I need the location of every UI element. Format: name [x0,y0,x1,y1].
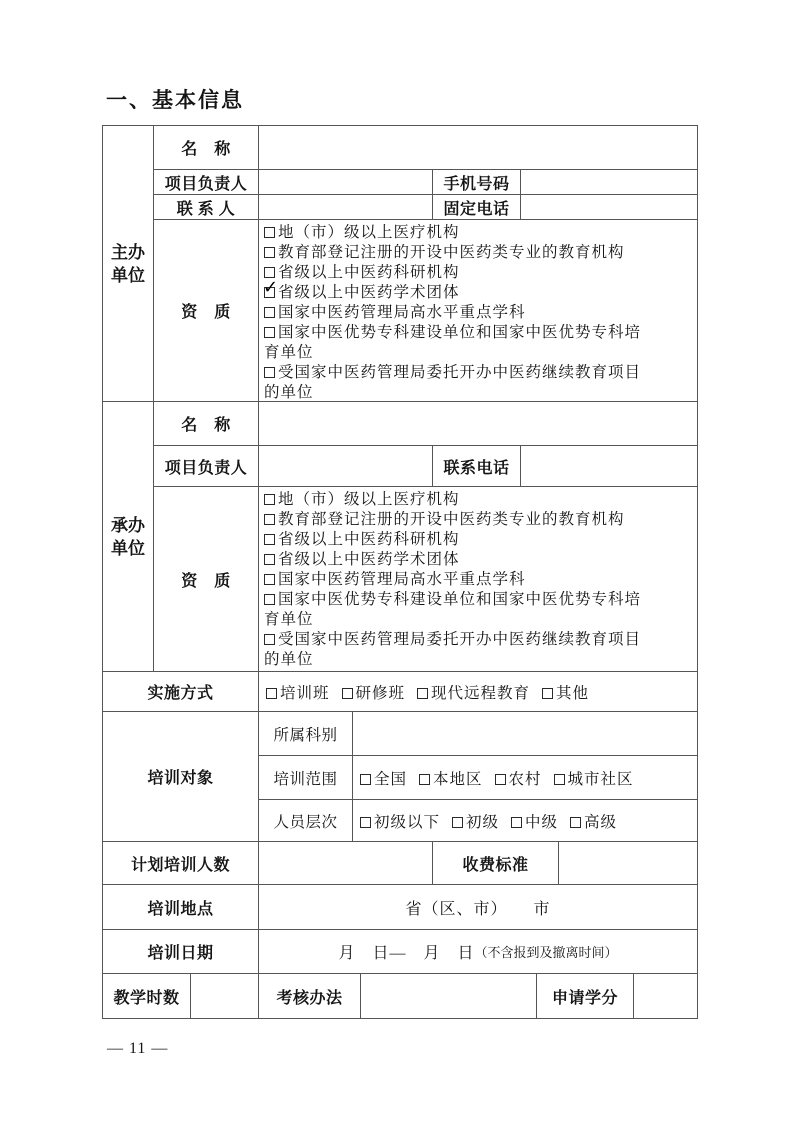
unchecked-checkbox-icon[interactable] [264,554,275,565]
unchecked-checkbox-icon[interactable] [264,534,275,545]
level-options [353,800,698,842]
unchecked-checkbox-icon[interactable] [419,774,430,785]
option-label: 省级以上中医药学术团体 [278,551,460,568]
organizer-name-label: 名 称 [154,126,259,170]
level-label: 人员层次 [259,800,353,842]
option-label: 农村 [508,770,542,788]
option-label: 城市社区 [567,770,634,788]
option-label: 中级 [525,813,559,831]
unchecked-checkbox-icon[interactable] [264,594,275,605]
unchecked-checkbox-icon[interactable] [495,774,506,785]
organizer-group-label-line1: 主办 [111,242,145,262]
undertaker-phone-value [521,446,698,487]
unchecked-checkbox-icon[interactable] [570,817,581,828]
checkbox-option [495,767,542,789]
undertaker-group-label [103,402,154,672]
organizer-group-label-line2: 单位 [111,265,145,285]
assessment-method-value [361,974,537,1019]
fee-standard-value [559,842,698,885]
implementation-row [103,672,698,712]
organizer-mobile-value [521,170,698,195]
option-label: 全国 [374,770,408,788]
teaching-hours-value [191,974,259,1019]
checked-checkbox-icon[interactable] [264,287,275,298]
assessment-row [103,974,698,1019]
option-label: 的单位 [264,651,314,668]
checkbox-option [264,283,693,303]
checkbox-option [554,767,634,789]
checkbox-option [511,810,558,832]
unchecked-checkbox-icon[interactable] [360,817,371,828]
option-label: 国家中医优势专科建设单位和国家中医优势专科培 [278,324,642,341]
date-value [259,930,698,974]
planned-count-value [259,842,433,885]
date-note: （不含报到及撤离时间） [474,945,618,960]
training-target-group-label: 培训对象 [103,712,259,842]
unchecked-checkbox-icon[interactable] [264,514,275,525]
page-number: — 11 — [107,1040,169,1057]
option-label: 高级 [584,813,618,831]
implementation-options [259,672,698,712]
organizer-landline-label: 固定电话 [433,195,521,220]
unchecked-checkbox-icon[interactable] [264,494,275,505]
checkbox-option [360,810,440,832]
date-row [103,930,698,974]
checkbox-option [264,243,693,263]
organizer-contact-value [259,195,433,220]
undertaker-group-label-line2: 单位 [111,538,145,558]
option-label: 育单位 [264,344,314,361]
option-label: 教育部登记注册的开设中医药类专业的教育机构 [278,511,625,528]
organizer-contact-label: 联 系 人 [154,195,259,220]
planned-count-row [103,842,698,885]
option-label: 初级 [466,813,500,831]
checkbox-option [264,490,693,510]
section-title: 一、基本信息 [106,89,244,112]
unchecked-checkbox-icon[interactable] [264,574,275,585]
checkbox-option [542,681,589,703]
option-label: 省级以上中医药科研机构 [278,531,460,548]
organizer-group-label [103,126,154,402]
checkbox-option [264,223,693,243]
organizer-leader-value [259,170,433,195]
option-label: 国家中医药管理局高水平重点学科 [278,304,526,321]
checkbox-option [264,263,693,283]
unchecked-checkbox-icon[interactable] [554,774,565,785]
implementation-label: 实施方式 [103,672,259,712]
organizer-mobile-label: 手机号码 [433,170,521,195]
organizer-qualification-label: 资 质 [154,220,259,402]
organizer-section [103,126,698,402]
option-label: 初级以下 [374,813,441,831]
checkbox-option [452,810,499,832]
unchecked-checkbox-icon[interactable] [264,367,275,378]
checkbox-option [264,323,693,363]
unchecked-checkbox-icon[interactable] [264,327,275,338]
unchecked-checkbox-icon[interactable] [266,688,277,699]
checkbox-option [266,681,330,703]
date-value-main: 月 日— 月 日 [338,945,475,962]
date-label: 培训日期 [103,930,259,974]
scope-label: 培训范围 [259,756,353,800]
option-label: 受国家中医药管理局委托开办中医药继续教育项目 [278,631,642,648]
checkbox-option [264,303,693,323]
checkbox-option [570,810,617,832]
undertaker-group-label-line1: 承办 [111,515,145,535]
option-label: 国家中医药管理局高水平重点学科 [278,571,526,588]
checkbox-option [417,681,530,703]
option-label: 教育部登记注册的开设中医药类专业的教育机构 [278,244,625,261]
undertaker-qualification-options [259,487,698,672]
checkbox-option [264,590,693,630]
organizer-landline-value [521,195,698,220]
option-label: 培训班 [280,684,330,702]
undertaker-name-label: 名 称 [154,402,259,446]
undertaker-qualification-label: 资 质 [154,487,259,672]
location-label: 培训地点 [103,885,259,930]
training-target-section [103,712,698,842]
unchecked-checkbox-icon[interactable] [511,817,522,828]
scope-options [353,756,698,800]
option-label: 地（市）级以上医疗机构 [278,224,460,241]
undertaker-phone-label: 联系电话 [433,446,521,487]
location-row [103,885,698,930]
unchecked-checkbox-icon[interactable] [360,774,371,785]
credit-label: 申请学分 [537,974,634,1019]
unchecked-checkbox-icon[interactable] [417,688,428,699]
credit-value [634,974,698,1019]
undertaker-section [103,402,698,672]
unchecked-checkbox-icon[interactable] [264,634,275,645]
checkbox-option [342,681,406,703]
checkbox-option [264,530,693,550]
undertaker-name-value [259,402,698,446]
planned-count-label: 计划培训人数 [103,842,259,885]
option-label: 育单位 [264,611,314,628]
option-label: 其他 [556,684,590,702]
location-value: 省（区、市） 市 [259,885,698,930]
department-value [353,712,698,756]
assessment-method-label: 考核办法 [259,974,361,1019]
option-label: 本地区 [433,770,483,788]
undertaker-leader-value [259,446,433,487]
undertaker-leader-label: 项目负责人 [154,446,259,487]
checkbox-option [264,510,693,530]
option-label: 研修班 [355,684,406,702]
organizer-qualification-options [259,220,698,402]
unchecked-checkbox-icon[interactable] [452,817,463,828]
checkbox-option [264,630,693,670]
organizer-leader-label: 项目负责人 [154,170,259,195]
unchecked-checkbox-icon[interactable] [264,227,275,238]
basic-info-table [102,125,698,1019]
checkbox-option [264,363,693,402]
organizer-name-value [259,126,698,170]
unchecked-checkbox-icon[interactable] [342,688,353,699]
checkbox-option [264,570,693,590]
option-label: 现代远程教育 [431,684,531,702]
option-label: 受国家中医药管理局委托开办中医药继续教育项目 [278,364,642,381]
checkbox-option [419,767,483,789]
option-label: 省级以上中医药学术团体 [278,284,460,301]
option-label: 地（市）级以上医疗机构 [278,491,460,508]
unchecked-checkbox-icon[interactable] [264,307,275,318]
option-label: 的单位 [264,384,314,401]
option-label: 省级以上中医药科研机构 [278,264,460,281]
teaching-hours-label: 教学时数 [103,974,191,1019]
fee-standard-label: 收费标准 [433,842,559,885]
department-label: 所属科别 [259,712,353,756]
unchecked-checkbox-icon[interactable] [542,688,553,699]
checkbox-option [360,767,407,789]
checkbox-option [264,550,693,570]
unchecked-checkbox-icon[interactable] [264,247,275,258]
option-label: 国家中医优势专科建设单位和国家中医优势专科培 [278,591,642,608]
